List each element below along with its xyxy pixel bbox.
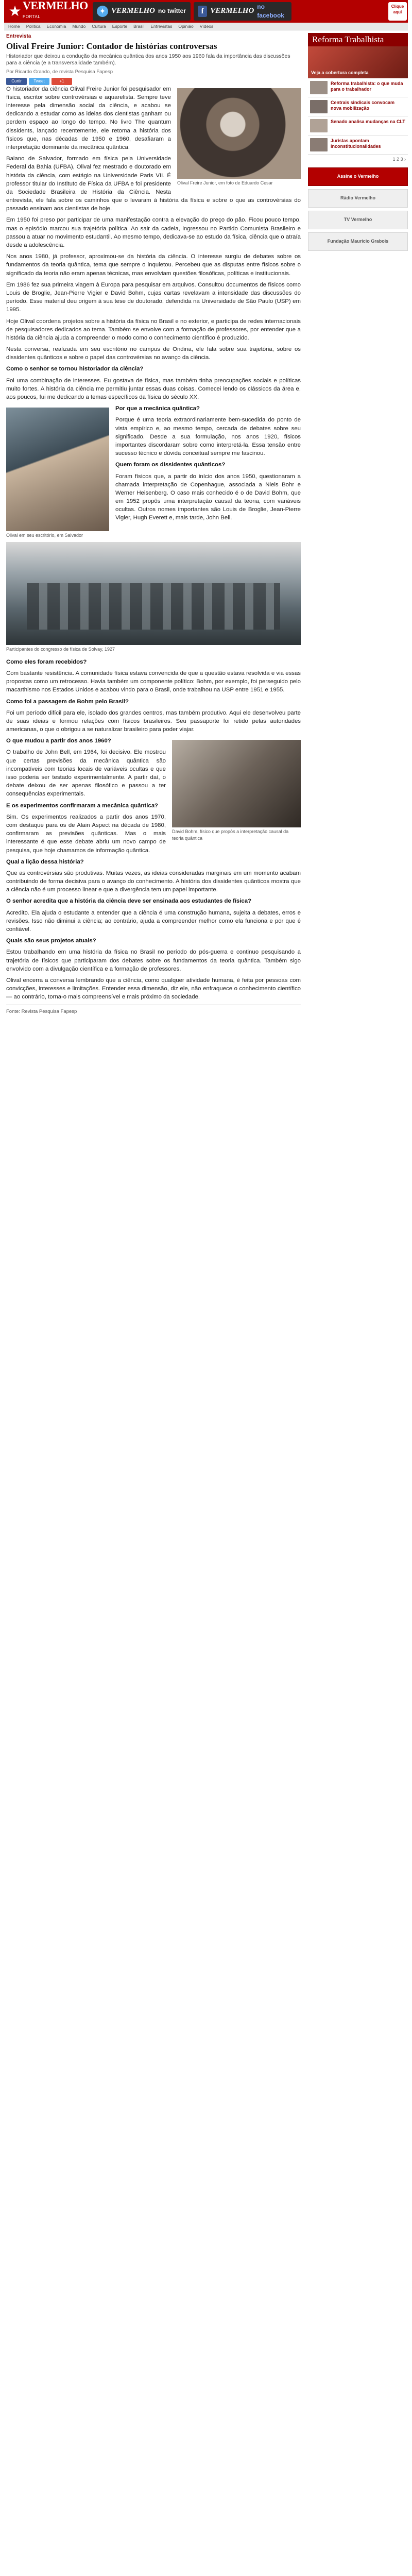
sidebar-list xyxy=(308,78,408,155)
brand-name: VERMELHO xyxy=(23,0,88,12)
share-buttons xyxy=(6,78,301,85)
question: Por que a mecânica quântica? xyxy=(115,405,200,412)
nav-item-brasil[interactable]: Brasil xyxy=(133,23,145,29)
sidebar xyxy=(308,33,408,251)
sidebar-item[interactable]: Reforma trabalhista: o que muda para o trabalhador xyxy=(308,78,408,97)
thumbnail xyxy=(310,119,328,132)
article-title: Olival Freire Junior: Contador de histórias controversas xyxy=(6,41,217,52)
question: Como eles foram recebidos? xyxy=(6,658,87,665)
figure-portrait xyxy=(177,88,301,187)
sidebar-hero-caption: Veja a cobertura completa xyxy=(311,70,369,76)
paragraph: Baiano de Salvador, formado em física pela Universidade Federal da Bahia (UFBA), Olival fez mestrado e doutorado em história da ciência, com estágio na Universidade Paris VII. É professor titular do Instituto de Física da UFBA e foi presidente da Sociedade Brasileira de História da Ciência. Nesta entrevista, ele fala sobre os caminhos que o levaram à história da física e sobre o que as controvérsias do passado ensinam aos cientistas de hoje. xyxy=(6,156,301,212)
question: Como o senhor se tornou historiador da ciência? xyxy=(6,366,144,372)
answer: Estou trabalhando em uma história da física no Brasil no período do pós-guerra e continuo pesquisando a trajetória de físicos que participaram dos debates sobre os fundamentos da teoria quântica. Também sigo envolvido com a divulgação científica e a formação de professores. xyxy=(6,949,301,972)
subscribe-banner[interactable]: Assine o Vermelho xyxy=(308,167,408,186)
question: E os experimentos confirmaram a mecânica quântica? xyxy=(6,802,158,809)
sidebar-hero[interactable] xyxy=(308,46,408,78)
nav-item-esporte[interactable]: Esporte xyxy=(112,23,128,29)
answer: Que as controvérsias são produtivas. Muitas vezes, as ideias consideradas marginais em um momento acabam contribuindo de forma decisiva para o avanço do conhecimento. A história dos dissidentes quânticos mostra que a ciência não é um processo linear e que a divergência tem um papel importante. xyxy=(6,870,301,893)
answer: Sim. Os experimentos realizados a partir dos anos 1970, com destaque para os de Alain Aspect na década de 1980, confirmaram as previsões quânticas. Mas o mais interessante é que esse debate abriu um novo campo de pesquisa, que hoje chamamos de informação quântica. xyxy=(6,814,166,854)
solvay-photo xyxy=(6,542,301,645)
portrait-photo xyxy=(177,88,301,179)
article-source: Fonte: Revista Pesquisa Fapesp xyxy=(6,1005,301,1015)
bohm-photo xyxy=(172,740,301,827)
question: Quais são seus projetos atuais? xyxy=(6,938,96,944)
facebook-badge[interactable]: f VERMELHO no facebook xyxy=(194,2,291,21)
answer: Acredito. Ela ajuda o estudante a entender que a ciência é uma construção humana, sujeita a debates, erros e revisões. Isso não diminui a ciência; ao contrário, ajuda a compreender melhor como ela funciona e por que é confiável. xyxy=(6,909,301,933)
figure-caption: David Bohm, físico que propôs a interpretação causal da teoria quântica xyxy=(172,829,289,841)
radio-banner[interactable]: Rádio Vermelho xyxy=(308,189,408,208)
article-kicker[interactable]: Entrevista xyxy=(6,33,31,39)
question: Qual a lição dessa história? xyxy=(6,858,84,865)
question: Como foi a passagem de Bohm pelo Brasil? xyxy=(6,698,129,705)
nav-item-politica[interactable]: Política xyxy=(26,23,41,29)
paragraph: Hoje Olival coordena projetos sobre a história da física no Brasil e no exterior, e participa de redes internacionais de pesquisadores dedicados ao tema. Também se envolve com a formação de professores, por entender que a história da ciência ajuda a compreender o modo como o conhecimento científico é produzido. xyxy=(6,318,301,341)
sidebar-item[interactable]: Senado analisa mudanças na CLT xyxy=(308,116,408,135)
brand-subtitle: PORTAL xyxy=(23,14,41,19)
answer: Foi um período difícil para ele, isolado dos grandes centros, mas também produtivo. Aqui ele desenvolveu parte de suas ideias e formou relações com físicos brasileiros. Seu passaporte foi retido pelas autoridades americanas, o que o obrigou a se naturalizar brasileiro para poder viajar. xyxy=(6,709,301,733)
google-plus-button[interactable]: +1 xyxy=(52,78,72,85)
tweet-button[interactable]: Tweet xyxy=(29,78,49,85)
figure-caption: Olival Freire Junior, em foto de Eduardo Cesar xyxy=(177,180,273,185)
nav-item-mundo[interactable]: Mundo xyxy=(72,23,86,29)
figure-office xyxy=(6,408,109,539)
group-figures xyxy=(27,583,280,630)
question: O que mudou a partir dos anos 1960? xyxy=(6,738,111,744)
question: Quem foram os dissidentes quânticos? xyxy=(115,462,226,468)
article xyxy=(6,33,301,1015)
paragraph: Nos anos 1980, já professor, aproximou-se da história da ciência. O interesse surgiu de debates sobre os fundamentos da teoria quântica, tema que sempre o inquietou. Percebeu que as disputas entre físicos sobre o significado da teoria não eram apenas técnicas, mas envolviam questões filosóficas, políticas e institucionais. xyxy=(6,253,301,277)
paragraph: Em 1986 fez sua primeira viagem à Europa para pesquisar em arquivos. Consultou documentos de físicos como Louis de Broglie, Jean-Pierre Vigier e David Bohm, cujas cartas revelavam a intensidade das discussões do período. Esse material deu origem à sua tese de doutorado, defendida na Universidade de São Paulo (USP) em 1995. xyxy=(6,281,301,313)
thumbnail xyxy=(310,81,328,94)
paragraph: O historiador da ciência Olival Freire Junior foi pesquisador em física, escritor sobre controvérsias e aquarelista. Sempre teve interesse pela dimensão social da ciência, e acabou se dedicando a estudar como as ideias dos cientistas ganham ou perdem espaço ao longo do tempo. No livro The quantum dissidents, lançado recentemente, ele retoma a história dos físicos que, nas décadas de 1950 e 1960, desafiaram a interpretação dominante da mecânica quântica. xyxy=(6,86,171,150)
site-header xyxy=(4,0,408,23)
nav-item-cultura[interactable]: Cultura xyxy=(92,23,106,29)
main-nav xyxy=(4,23,408,30)
figure-bohm xyxy=(172,740,301,842)
thumbnail xyxy=(310,138,328,151)
figure-caption: Participantes do congresso de física de Solvay, 1927 xyxy=(6,647,115,652)
article-byline: Por Ricardo Grando, de revista Pesquisa Fapesp xyxy=(6,69,113,75)
twitter-icon: ✦ xyxy=(97,6,108,17)
facebook-like-button[interactable]: Curtir xyxy=(6,78,27,85)
sidebar-item[interactable]: Juristas apontam inconstitucionalidades xyxy=(308,135,408,155)
nav-item-economia[interactable]: Economia xyxy=(46,23,66,29)
paragraph: Em 1950 foi preso por participar de uma manifestação contra a elevação do preço do pão. Ficou pouco tempo, mas o episódio marcou sua trajetória política. Ao sair da cadeia, ingressou no Partido Comunista Brasileiro e passou a atuar no movimento estudantil. Ao mesmo tempo, dedicava-se ao estudo da física, ciência que o atraía desde a adolescência. xyxy=(6,217,301,249)
office-photo xyxy=(6,408,109,531)
question: O senhor acredita que a história da ciência deve ser ensinada aos estudantes de física? xyxy=(6,898,252,905)
header-ad[interactable]: Clique aqui xyxy=(388,2,407,21)
nav-item-entrevistas[interactable]: Entrevistas xyxy=(150,23,173,29)
star-icon: ★ xyxy=(8,3,22,19)
twitter-sub: no twitter xyxy=(158,7,186,15)
facebook-icon: f xyxy=(198,6,207,17)
answer: Porque é uma teoria extraordinariamente bem-sucedida do ponto de vista empírico e, ao mesmo tempo, cercada de debates sobre seu significado. Desde a sua formulação, nos anos 1920, físicos importantes discordaram sobre como interpretá-la. Essa tensão entre sucesso técnico e dúvida conceitual sempre me fascinou. xyxy=(115,417,301,457)
tv-banner[interactable]: TV Vermelho xyxy=(308,211,408,229)
foundation-banner[interactable]: Fundação Maurício Grabois xyxy=(308,232,408,251)
site-logo[interactable] xyxy=(7,0,90,20)
sidebar-item[interactable]: Centrais sindicais convocam nova mobilização xyxy=(308,97,408,116)
paragraph: Olival encerra a conversa lembrando que a ciência, como qualquer atividade humana, é feita por pessoas com convicções, interesses e limitações. Entender essa dimensão, diz ele, não enfraquece o conhecimento científico — ao contrário, torna-o mais compreensível e mais próximo da sociedade. xyxy=(6,977,301,1001)
nav-item-videos[interactable]: Vídeos xyxy=(199,23,214,29)
social-badges xyxy=(93,2,291,21)
answer: O trabalho de John Bell, em 1964, foi decisivo. Ele mostrou que certas previsões da mecânica quântica são incompatíveis com teorias locais de variáveis ocultas e que isso poderia ser testado experimentalmente. A partir daí, o debate deixou de ser apenas filosófico e passou a ter consequências experimentais. xyxy=(6,749,166,798)
twitter-badge[interactable]: ✦ VERMELHO no twitter xyxy=(93,2,191,21)
sidebar-pager[interactable]: 1 2 3 › xyxy=(392,157,406,162)
sidebar-title[interactable]: Reforma Trabalhista xyxy=(308,33,408,46)
figure-solvay xyxy=(6,542,301,653)
article-subtitle: Historiador que deixou a condução da mecânica quântica dos anos 1950 aos 1960 fala da importância das discussões para a ciência (e a transversalidade também). xyxy=(6,53,290,66)
facebook-sub: no facebook xyxy=(257,3,284,19)
article-body xyxy=(6,85,301,1002)
answer: Com bastante resistência. A comunidade física estava convencida de que a questão estava resolvida e via essas propostas como um retrocesso. Havia também um componente político: Bohm, por exemplo, foi perseguido pelo macarthismo nos Estados Unidos e acabou vindo para o Brasil, onde trabalhou na USP entre 1951 e 1955. xyxy=(6,670,301,693)
paragraph: Nesta conversa, realizada em seu escritório no campus de Ondina, ele fala sobre sua trajetória, sobre os dissidentes quânticos e sobre o papel das controvérsias no avanço da ciência. xyxy=(6,346,301,361)
nav-item-opiniao[interactable]: Opinião xyxy=(178,23,194,29)
answer: Foi uma combinação de interesses. Eu gostava de física, mas também tinha preocupações sociais e políticas muito fortes. A história da ciência me permitiu juntar essas duas coisas. Comecei lendo os clássicos da área e, aos poucos, fui me dedicando a temas específicos da física do século XX. xyxy=(6,377,301,401)
nav-item-home[interactable]: Home xyxy=(8,23,20,29)
answer: Foram físicos que, a partir do início dos anos 1950, questionaram a chamada interpretação de Copenhague, associada a Niels Bohr e Werner Heisenberg. O caso mais conhecido é o de David Bohm, que em 1952 propôs uma interpretação causal da teoria, com variáveis ocultas. Outros nomes importantes são Louis de Broglie, Jean-Pierre Vigier, Hugh Everett e, mais tarde, John Bell. xyxy=(115,473,301,521)
page xyxy=(4,0,408,2576)
figure-caption: Olival em seu escritório, em Salvador xyxy=(6,533,83,538)
thumbnail xyxy=(310,100,328,113)
